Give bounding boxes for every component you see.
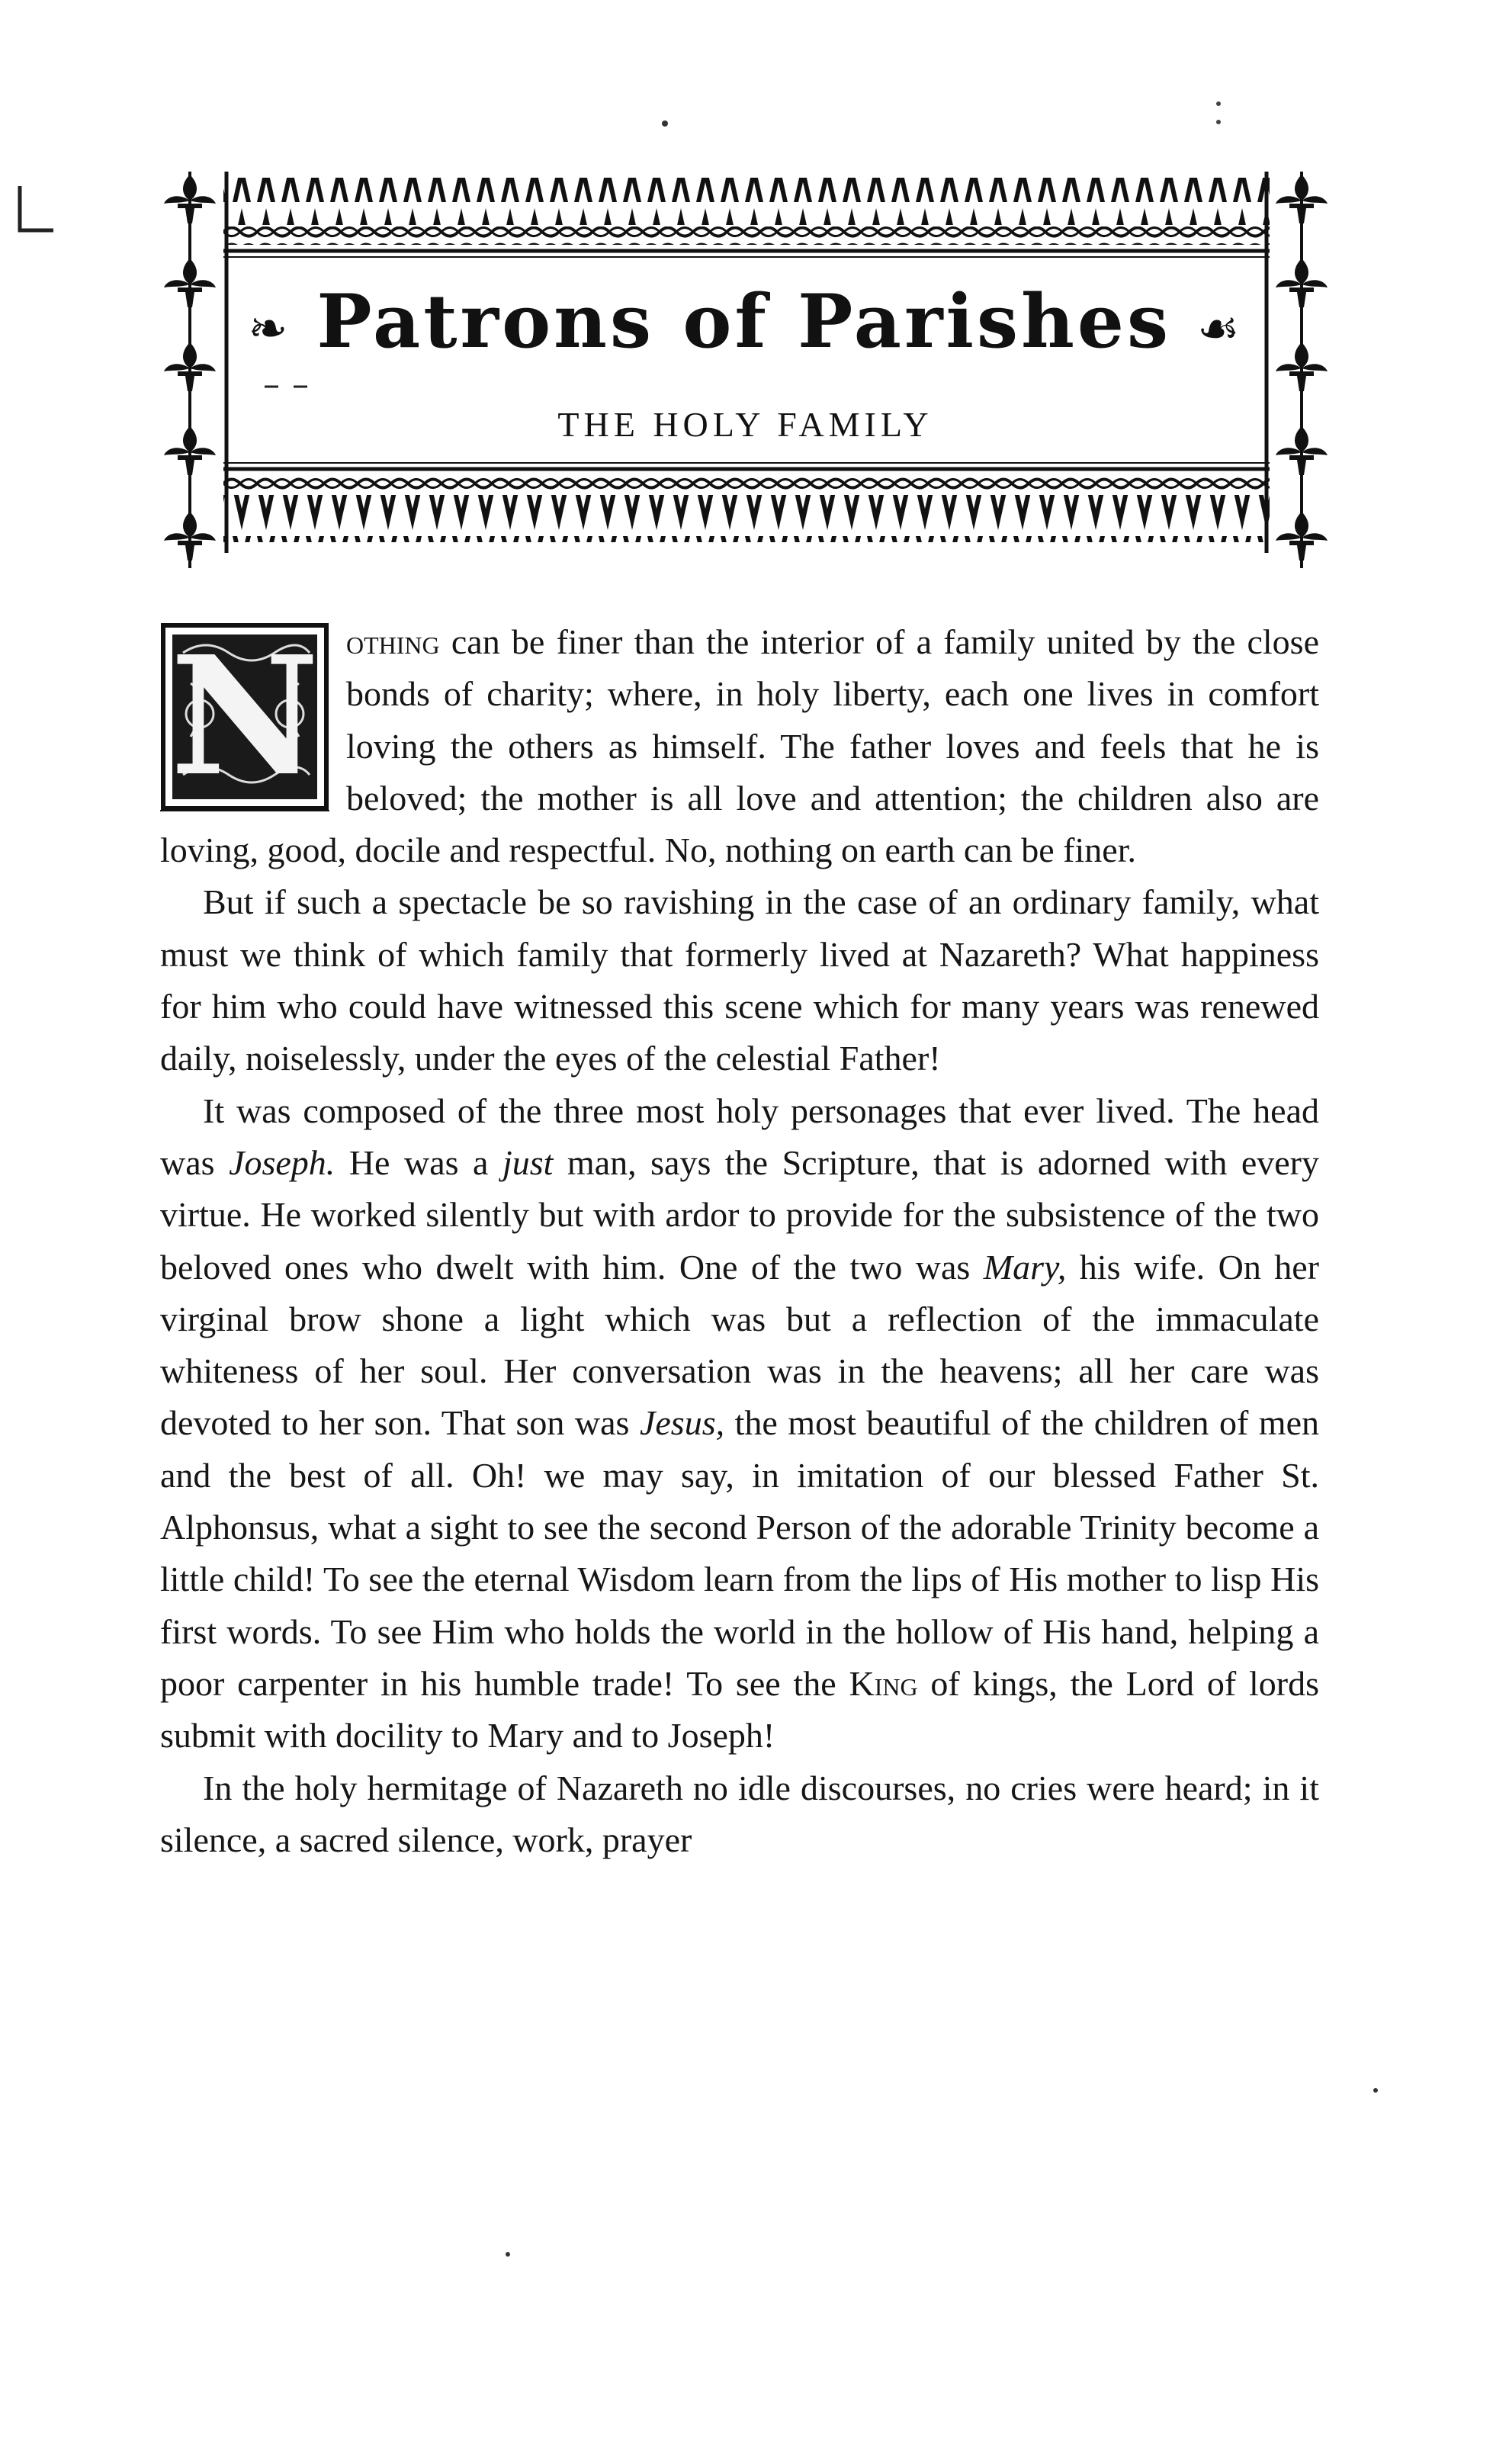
name-mary: Mary, (983, 1247, 1067, 1287)
drop-cap-letter: N (170, 621, 319, 812)
title-flourish-left: ❧ (248, 300, 291, 356)
top-right-dots-mark (1214, 99, 1223, 130)
name-jesus: Jesus, (639, 1403, 725, 1443)
bottom-dot-mark (503, 2250, 512, 2259)
paragraph-1-text: can be finer than the interior of a family united by the close bonds of charity; where, in holy liberty, each one lives in comfort loving the others as himself. The father loves and feels that he is beloved; the mother is all love and attention; the children also are loving, good, docile and respectful. No, nothing on earth can be finer. (160, 622, 1319, 870)
article-body (160, 616, 1319, 1866)
word-king: King (849, 1663, 918, 1703)
right-margin-dot-mark (1371, 2086, 1380, 2095)
ornamental-header (156, 156, 1334, 580)
header-border-ornament (156, 156, 1334, 580)
title-text: Patrons of Parishes (316, 278, 1171, 365)
paragraph-4: In the holy hermitage of Nazareth no idle discourses, no cries were heard; in it silence, a sacred silence, work, prayer (160, 1768, 1319, 1859)
paragraph-2: But if such a spectacle be so ravishing in the case of an ordinary family, what must we think of which family that formerly lived at Nazareth? What happiness for him who could have witnessed this scene which for many years was renewed daily, noiselessly, under the eyes of the celestial Father! (160, 882, 1319, 1078)
paragraph-3-text: He was a (335, 1142, 502, 1182)
margin-bracket-mark (14, 183, 59, 244)
page-subtitle: THE HOLY FAMILY (557, 405, 933, 444)
word-just: just (502, 1142, 554, 1182)
paragraph-3 (160, 1085, 1319, 1762)
paragraph-3-text: man, says the Scripture, that is adorned with every virtue. He worked silently but with ardor to provide for the subsistence of the two beloved ones who dwelt with him. One of the two was (160, 1142, 1319, 1287)
paragraph-1 (160, 616, 1319, 876)
top-dot-mark (660, 119, 669, 128)
paragraph-3-text: It was composed of the three most holy personages that ever lived. The head was (160, 1091, 1319, 1182)
name-joseph: Joseph. (229, 1142, 336, 1182)
paragraph-3-text: the most beautiful of the children of men and the best of all. Oh! we may say, in imitation of our blessed Father St. Alphonsus, what a sight to see the second Person of the adorable Trinity become a little child! To see the eternal Wisdom learn from the lips of His mother to lisp His first words. To see Him who holds the world in the hollow of His hand, helping a poor carpenter in his humble trade! To see the (160, 1403, 1319, 1703)
title-flourish-right: ☙ (1196, 300, 1243, 356)
drop-cap (160, 622, 329, 811)
page-title (156, 278, 1334, 365)
opening-small-caps: othing (346, 622, 440, 661)
paragraph-3-text: his wife. On her virginal brow shone a light which was but a reflection of the immaculate whiteness of her soul. Her conversation was in the heavens; all her care was devoted to her son. That son was (160, 1247, 1319, 1443)
paragraph-3-text: of kings, the Lord of lords submit with docility to Mary and to Joseph! (160, 1663, 1319, 1756)
